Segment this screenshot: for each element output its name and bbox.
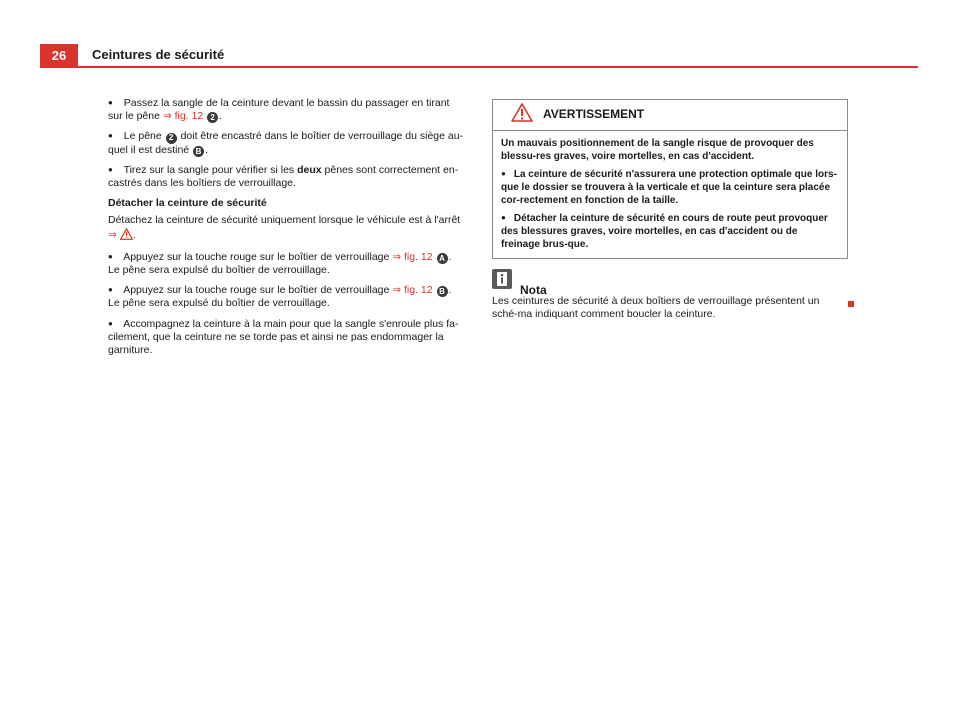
warning-body [493,131,847,258]
warning-triangle-icon[interactable] [120,228,133,244]
step-guide-belt [108,318,464,358]
figure-link[interactable]: ⇒ fig. 12 [392,284,433,297]
step-text: Le pêne [123,130,162,143]
punct: . [132,228,136,241]
step-text: Appuyez sur la touche rouge sur le boîtier de verrouillage [123,284,390,297]
callout-a: A [437,253,448,264]
warning-intro: Un mauvais positionnement de la sangle risque de provoquer des blessu-res graves, voire mortelles, en cas d'accident. [501,138,814,162]
warning-triangle-icon [511,103,533,126]
page-header [40,44,918,68]
warning-item-text: Détacher la ceinture de sécurité en cours de route peut provoquer des blessures graves, voire mortelles, en cas d'accident ou de freinage brus-que. [501,213,828,250]
figure-link[interactable]: ⇒ fig. 12 [392,250,433,263]
warning-header [493,100,847,131]
step-insert-tongue [108,130,464,156]
callout-b: B [193,146,204,157]
step-text: Accompagnez la ceinture à la main pour que la sangle s'enroule plus fa-cilement, que la ceinture ne se torde pas et ainsi ne pas endommager la garniture. [108,317,459,357]
callout-2: 2 [207,112,218,123]
callout-2: 2 [166,133,177,144]
result-text: Le pêne sera expulsé du boîtier de verrouillage. [108,264,330,277]
emphasis: deux [297,163,322,176]
warning-title: AVERTISSEMENT [543,107,645,122]
note-header [492,273,848,297]
section-subheading: Détacher la ceinture de sécurité [108,197,267,210]
step-press-button-b [108,284,464,310]
punct: . [448,250,452,263]
section-end-marker [848,301,854,307]
step-check-belt [108,164,464,190]
punct: . [219,110,223,123]
warning-item [501,212,839,251]
left-column [108,97,464,364]
step-text: pênes sont correctement en-castrés dans les boîtiers de verrouillage. [108,163,459,190]
step-text: Appuyez sur la touche rouge sur le boîtier de verrouillage [123,250,390,263]
detach-intro [108,214,464,243]
step-text: doit être encastré dans le boîtier de verrouillage du siège au-quel il est destiné [108,130,464,156]
punct: . [205,143,208,156]
step-pass-belt [108,97,464,123]
step-press-button-a [108,251,464,277]
note-text: Les ceintures de sécurité à deux boîtiers de verrouillage présentent un sché-ma indiquant comment boucler la ceinture. [492,295,820,321]
right-column [492,99,848,328]
figure-link[interactable]: ⇒ fig. 12 [162,110,204,123]
step-text: Tirez sur la sangle pour vérifier si les [123,163,295,176]
page-number: 26 [40,44,78,66]
warning-link-arrow[interactable]: ⇒ [108,228,117,241]
note-section [492,273,848,321]
callout-b: B [437,286,448,297]
warning-item-text: La ceinture de sécurité n'assurera une protection optimale que lors-que le dossier se trouvera à la verticale et que la ceinture sera placée cor-rectement en fonction de la taille. [501,169,837,206]
warning-item [501,168,839,207]
note-info-icon [492,269,512,293]
step-text: Passez la sangle de la ceinture devant le bassin du passager en tirant sur le pêne [108,97,450,123]
result-text: Le pêne sera expulsé du boîtier de verrouillage. [108,297,330,310]
punct: . [448,284,452,297]
note-title: Nota [520,282,547,297]
chapter-title: Ceintures de sécurité [92,47,225,62]
warning-box [492,99,848,259]
intro-text: Détachez la ceinture de sécurité uniquement lorsque le véhicule est à l'arrêt [108,214,461,227]
header-rule [40,66,918,68]
